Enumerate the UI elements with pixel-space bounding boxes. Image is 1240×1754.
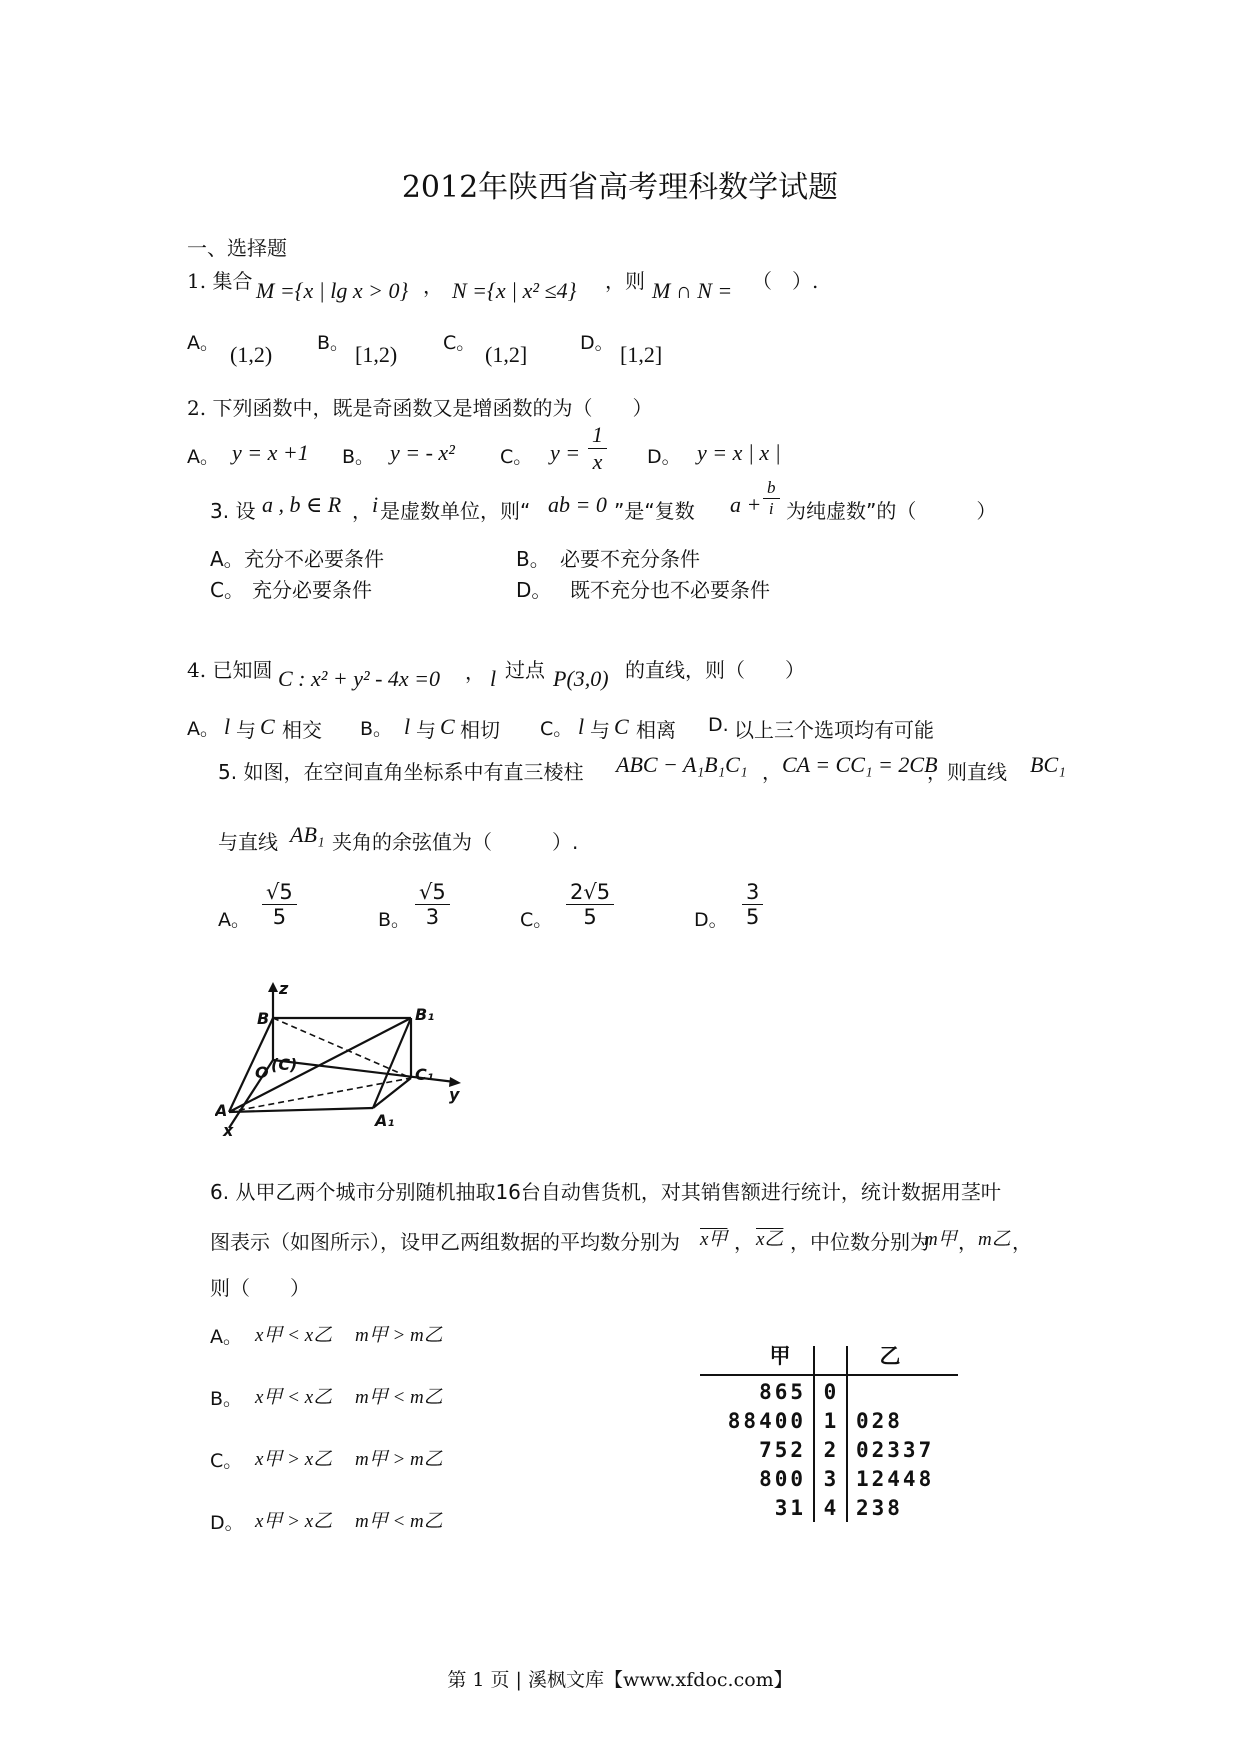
q3-mid2: 是虚数单位，则“ [380, 499, 531, 523]
q1-option-d-value: [1,2] [620, 342, 663, 367]
q1-comma2: ，则 [605, 269, 645, 293]
stem-leaf-stem: 0 [823, 1380, 837, 1404]
q6-line2-mid: ，中位数分别为 [790, 1230, 930, 1254]
q2-option-a-label: A。 [187, 446, 219, 468]
q6-line3: 则（ ） [210, 1276, 310, 1300]
q4-option-a-label: A。 [187, 718, 219, 740]
q4-option-c-c: C [614, 714, 629, 739]
q4-l: l [490, 666, 497, 691]
q4-option-c-label: C。 [540, 718, 573, 740]
q3-end: 为纯虚数”的（ ） [786, 499, 997, 523]
q3-mid3: ”是“复数 [614, 499, 695, 523]
q6-m-yi: m乙 [978, 1229, 1011, 1250]
z-axis-arrow [268, 982, 278, 992]
q2-option-b-value: y = - x² [390, 440, 455, 465]
q2-option-c-num: 1 [588, 422, 607, 449]
q5-option-d-fraction [742, 880, 763, 929]
stem-leaf-stem: 4 [823, 1496, 837, 1520]
q1-option-b-value: [1,2) [355, 342, 398, 367]
q1-expr: M ∩ N = [652, 278, 733, 303]
stem-leaf-header-left: 甲 [769, 1343, 791, 1368]
q4-end: 的直线，则（ ） [625, 658, 805, 682]
q5-option-c-den: 5 [583, 905, 597, 929]
q2-option-c-prefix: y = [550, 440, 581, 465]
q5-option-d-den: 5 [746, 905, 760, 929]
q6-comma-2: ， [958, 1230, 978, 1254]
q6-option-d-label: D。 [210, 1512, 244, 1534]
q5-option-c-fraction [566, 880, 614, 929]
q3-i: i [372, 492, 379, 517]
q1-option-c-label: C。 [443, 332, 476, 354]
fig-label-y: y [449, 1085, 460, 1104]
q5-option-b-fraction [415, 880, 450, 929]
q1-option-a-value: (1,2) [230, 342, 273, 367]
q5-line2-prefix: 与直线 [218, 830, 278, 854]
q3-option-a-text: 充分不必要条件 [244, 547, 384, 571]
q4-option-d-label: D. [708, 714, 729, 736]
q2-option-c-den: x [592, 449, 603, 474]
fig-label-b1: B₁ [415, 1005, 435, 1024]
q5-option-d-num: 3 [742, 880, 763, 905]
q6-x-jia: x甲 [700, 1229, 728, 1250]
q5-line2-end: 夹角的余弦值为（ ）. [332, 830, 579, 854]
stem-leaf-header-rule [700, 1374, 958, 1376]
stem-leaf-stem: 3 [823, 1467, 837, 1491]
q4-option-a-with: 与 [236, 718, 256, 742]
q5-bc1: BC₁ [1030, 752, 1066, 777]
fig-label-b: B [257, 1009, 270, 1028]
q4-option-a-text: 相交 [282, 718, 322, 742]
q5-line1-end: ，则直线 [927, 760, 1007, 784]
q6-option-d-c2: m甲 < m乙 [355, 1511, 443, 1532]
q3-vars: a , b ∈ R [262, 492, 342, 517]
q4-option-a-l: l [224, 714, 231, 739]
fig-label-z: z [279, 980, 289, 998]
stem-leaf-left-leaves: 88400 [727, 1409, 806, 1433]
q3-option-b-label: B。 [516, 547, 550, 571]
q3-option-c-label: C。 [210, 578, 244, 602]
prism-figure [215, 980, 465, 1140]
edge-b1-a1 [373, 1018, 411, 1108]
page-title: 2012年陕西省高考理科数学试题 [401, 170, 839, 205]
q5-option-c-num: 2√5 [566, 880, 614, 905]
stem-leaf-right-leaves: 238 [856, 1496, 903, 1520]
q4-option-c-text: 相离 [636, 718, 676, 742]
stem-leaf-stem: 2 [823, 1438, 837, 1462]
q1-option-c-value: (1,2] [485, 342, 528, 367]
fig-label-a1: A₁ [375, 1111, 395, 1130]
q4-prefix: 4. 已知圆 [187, 658, 273, 682]
q2-option-d-value: y = x | x | [697, 440, 781, 465]
q1-option-a-label: A。 [187, 332, 219, 354]
q1-option-b-label: B。 [317, 332, 350, 354]
stem-leaf-divider-right [846, 1346, 848, 1522]
q5-ab1: AB₁ [290, 822, 325, 847]
q5-option-a-label: A。 [218, 909, 250, 931]
stem-leaf-left-leaves: 800 [759, 1467, 806, 1491]
q5-option-a-fraction [262, 880, 297, 929]
page-footer: 第 1 页 | 溪枫文库【www.xfdoc.com】 [447, 1669, 793, 1691]
q3-option-a-label: A。 [210, 547, 244, 571]
q4-option-c-l: l [578, 714, 585, 739]
q3-fraction-den: i [768, 499, 774, 518]
q3-option-b-text: 必要不充分条件 [560, 547, 700, 571]
q3-option-d-label: D。 [516, 578, 552, 602]
q4-option-d-text: 以上三个选项均有可能 [734, 718, 934, 742]
q6-m-jia: m甲 [924, 1229, 957, 1250]
q6-option-b-c2: m甲 < m乙 [355, 1387, 443, 1408]
fig-label-a: A [215, 1101, 228, 1120]
q6-option-d-c1: x甲 > x乙 [255, 1511, 333, 1532]
q5-prism: ABC − A₁B₁C₁ [616, 752, 748, 777]
stem-leaf-right-leaves: 12448 [856, 1467, 935, 1491]
q2-stem: 2. 下列函数中，既是奇函数又是增函数的为（ ） [187, 396, 653, 420]
q5-line1-prefix: 5. 如图，在空间直角坐标系中有直三棱柱 [218, 760, 584, 784]
q5-option-a-num: √5 [262, 880, 297, 905]
q4-circle: C : x² + y² - 4x =0 [278, 666, 441, 691]
q6-line2-prefix: 图表示（如图所示），设甲乙两组数据的平均数分别为 [210, 1230, 680, 1254]
q2-option-c-label: C。 [500, 446, 533, 468]
fig-label-c1: C₁ [415, 1065, 434, 1084]
q2-option-c-fraction [588, 422, 607, 475]
q6-option-a-c2: m甲 > m乙 [355, 1325, 443, 1346]
q3-cond: ab = 0 [548, 492, 607, 517]
q5-option-b-num: √5 [415, 880, 450, 905]
fig-label-c: (C) [271, 1055, 298, 1074]
q5-option-c-label: C。 [520, 909, 553, 931]
q5-option-d-label: D。 [694, 909, 728, 931]
q1-set-m: M ={x | lg x > 0} [256, 278, 409, 303]
stem-leaf-right-leaves: 028 [856, 1409, 903, 1433]
stem-leaf-right-leaves: 02337 [856, 1438, 935, 1462]
stem-leaf-plot [700, 1340, 960, 1526]
q6-x-yi: x乙 [756, 1229, 784, 1250]
q2-option-a-value: y = x +1 [232, 440, 309, 465]
q3-fraction [763, 478, 780, 519]
q4-pass: 过点 [505, 658, 545, 682]
fig-label-x: x [223, 1121, 234, 1140]
q1-set-n: N ={x | x² ≤4} [452, 278, 577, 303]
q2-option-d-label: D。 [647, 446, 681, 468]
q6-line1: 6. 从甲乙两个城市分别随机抽取16台自动售货机，对其销售额进行统计，统计数据用茎叶 [210, 1180, 1001, 1204]
stem-leaf-left-leaves: 865 [759, 1380, 806, 1404]
q6-comma: ， [734, 1230, 754, 1254]
fig-label-o: O [255, 1063, 269, 1082]
q5-option-b-den: 3 [425, 905, 440, 929]
q5-option-a-den: 5 [272, 905, 287, 929]
q3-option-c-text: 充分必要条件 [252, 578, 372, 602]
q1-option-d-label: D。 [580, 332, 614, 354]
q6-option-a-label: A。 [210, 1326, 242, 1348]
q4-option-a-c: C [260, 714, 275, 739]
q1-prefix: 1. 集合 [187, 269, 253, 293]
q4-option-b-with: 与 [416, 718, 436, 742]
stem-leaf-left-leaves: 752 [759, 1438, 806, 1462]
q4-option-b-l: l [404, 714, 411, 739]
q6-option-b-label: B。 [210, 1388, 243, 1410]
stem-leaf-left-leaves: 31 [774, 1496, 806, 1520]
q6-option-c-c1: x甲 > x乙 [255, 1449, 333, 1470]
q4-option-b-text: 相切 [460, 718, 500, 742]
q4-option-b-c: C [440, 714, 455, 739]
q4-option-c-with: 与 [590, 718, 610, 742]
q1-paren: （ ）. [752, 269, 819, 293]
q5-option-b-label: B。 [378, 909, 411, 931]
q3-fraction-num: b [763, 478, 780, 499]
q3-a: a + [730, 492, 762, 517]
q5-eq: CA = CC₁ = 2CB [782, 752, 938, 777]
q3-mid1: ， [352, 499, 372, 523]
q3-option-d-text: 既不充分也不必要条件 [570, 578, 770, 602]
stem-leaf-stem: 1 [823, 1409, 837, 1433]
q6-option-c-label: C。 [210, 1450, 243, 1472]
q1-comma1: ， [423, 274, 443, 298]
q4-option-b-label: B。 [360, 718, 393, 740]
q4-point: P(3,0) [553, 666, 609, 691]
q4-comma: ， [465, 660, 485, 684]
q6-option-b-c1: x甲 < x乙 [255, 1387, 333, 1408]
q3-prefix: 3. 设 [210, 499, 256, 523]
stem-leaf-header-right: 乙 [879, 1343, 901, 1368]
q6-option-a-c1: x甲 < x乙 [255, 1325, 333, 1346]
q2-option-b-label: B。 [342, 446, 375, 468]
section-heading: 一、选择题 [187, 236, 287, 260]
q6-option-c-c2: m甲 > m乙 [355, 1449, 443, 1470]
q6-line2-end: ， [1012, 1230, 1032, 1254]
q5-comma: ， [762, 760, 782, 784]
